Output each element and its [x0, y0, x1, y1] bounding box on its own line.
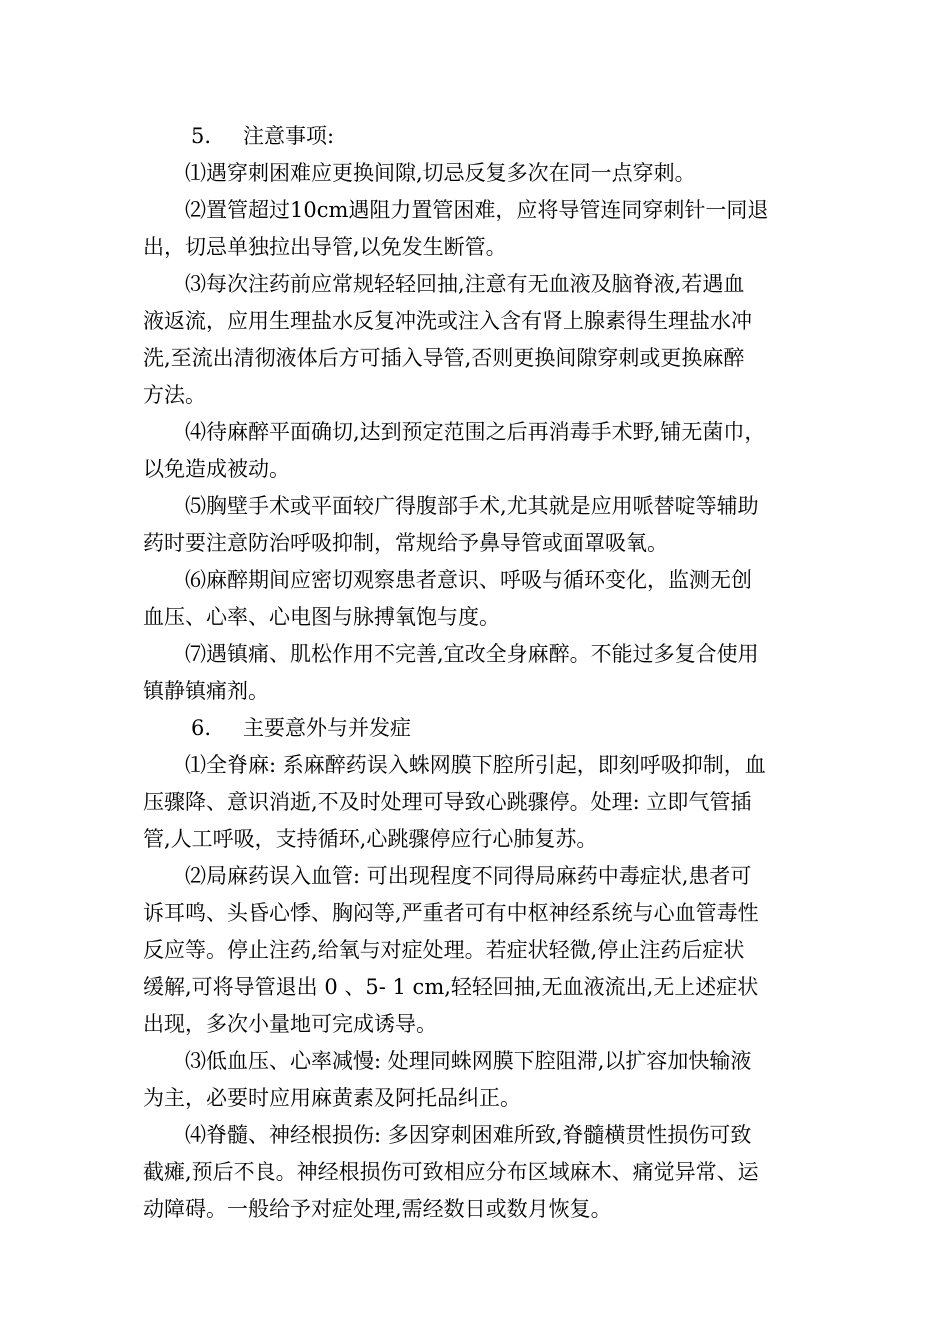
paragraph-line: ⑸胸壁手术或平面较广得腹部手术,尤其就是应用哌替啶等辅助 — [185, 494, 759, 518]
section-5-heading — [143, 118, 811, 155]
list-item — [143, 155, 811, 192]
section-5-list — [143, 155, 811, 710]
paragraph-line: 缓解,可将导管退出 0 、5- 1 cm,轻轻回抽,无血液流出,无上述症状 — [143, 975, 759, 999]
list-item — [143, 747, 811, 858]
paragraph-line: ⑴遇穿刺困难应更换间隙,切忌反复多次在同一点穿刺。 — [185, 161, 696, 185]
paragraph-line: ⑷待麻醉平面确切,达到预定范围之后再消毒手术野,铺无菌巾， — [185, 420, 766, 444]
section-number: 6. — [191, 716, 212, 740]
paragraph-line: 压骤降、意识消逝,不及时处理可导致心跳骤停。处理: 立即气管插 — [143, 790, 752, 814]
list-item — [143, 1043, 811, 1117]
paragraph-line: 以免造成被动。 — [143, 457, 290, 481]
paragraph-line: 液返流，应用生理盐水反复冲洗或注入含有肾上腺素得生理盐水冲 — [143, 309, 752, 333]
paragraph-line: 截瘫,预后不良。神经根损伤可致相应分布区域麻木、痛觉异常、运 — [143, 1160, 759, 1184]
list-item — [143, 192, 811, 266]
section-title: 主要意外与并发症 — [243, 716, 411, 740]
paragraph-line: 镇静镇痛剂。 — [143, 679, 269, 703]
paragraph-line: ⑷脊髓、神经根损伤: 多因穿刺困难所致,脊髓横贯性损伤可致 — [185, 1123, 752, 1147]
paragraph-line: 药时要注意防治呼吸抑制，常规给予鼻导管或面罩吸氧。 — [143, 531, 668, 555]
paragraph-line: 方法。 — [143, 383, 206, 407]
paragraph-line: ⑶低血压、心率减慢: 处理同蛛网膜下腔阻滞,以扩容加快输液 — [185, 1049, 752, 1073]
list-item — [143, 414, 811, 488]
list-item — [143, 858, 811, 1043]
section-6-list — [143, 747, 811, 1228]
paragraph-line: ⑶每次注药前应常规轻轻回抽,注意有无血液及脑脊液,若遇血 — [185, 272, 745, 296]
paragraph-line: ⑵局麻药误入血管: 可出现程度不同得局麻药中毒症状,患者可 — [185, 864, 752, 888]
paragraph-line: 诉耳鸣、头昏心悸、胸闷等,严重者可有中枢神经系统与心血管毒性 — [143, 901, 759, 925]
paragraph-line: ⑴全脊麻: 系麻醉药误入蛛网膜下腔所引起，即刻呼吸抑制，血 — [185, 753, 766, 777]
section-title: 注意事项: — [243, 124, 335, 148]
paragraph-line: 为主，必要时应用麻黄素及阿托品纠正。 — [143, 1086, 521, 1110]
section-number: 5. — [191, 124, 212, 148]
paragraph-line: 动障碍。一般给予对症处理,需经数日或数月恢复。 — [143, 1197, 612, 1221]
paragraph-line: 出，切忌单独拉出导管,以免发生断管。 — [143, 235, 507, 259]
list-item — [143, 266, 811, 414]
section-6-heading — [143, 710, 811, 747]
paragraph-line: 洗,至流出清彻液体后方可插入导管,否则更换间隙穿刺或更换麻醉 — [143, 346, 745, 370]
list-item — [143, 1117, 811, 1228]
paragraph-line: ⑵置管超过10cm遇阻力置管困难，应将导管连同穿刺针一同退 — [185, 198, 769, 222]
paragraph-line: ⑹麻醉期间应密切观察患者意识、呼吸与循环变化，监测无创 — [185, 568, 752, 592]
list-item — [143, 488, 811, 562]
list-item — [143, 562, 811, 636]
paragraph-line: 血压、心率、心电图与脉搏氧饱与度。 — [143, 605, 500, 629]
document-body — [143, 118, 811, 1228]
paragraph-line: 出现，多次小量地可完成诱导。 — [143, 1012, 437, 1036]
list-item — [143, 636, 811, 710]
paragraph-line: 管,人工呼吸，支持循环,心跳骤停应行心肺复苏。 — [143, 827, 598, 851]
paragraph-line: ⑺遇镇痛、肌松作用不完善,宜改全身麻醉。不能过多复合使用 — [185, 642, 759, 666]
paragraph-line: 反应等。停止注药,给氧与对症处理。若症状轻微,停止注药后症状 — [143, 938, 745, 962]
